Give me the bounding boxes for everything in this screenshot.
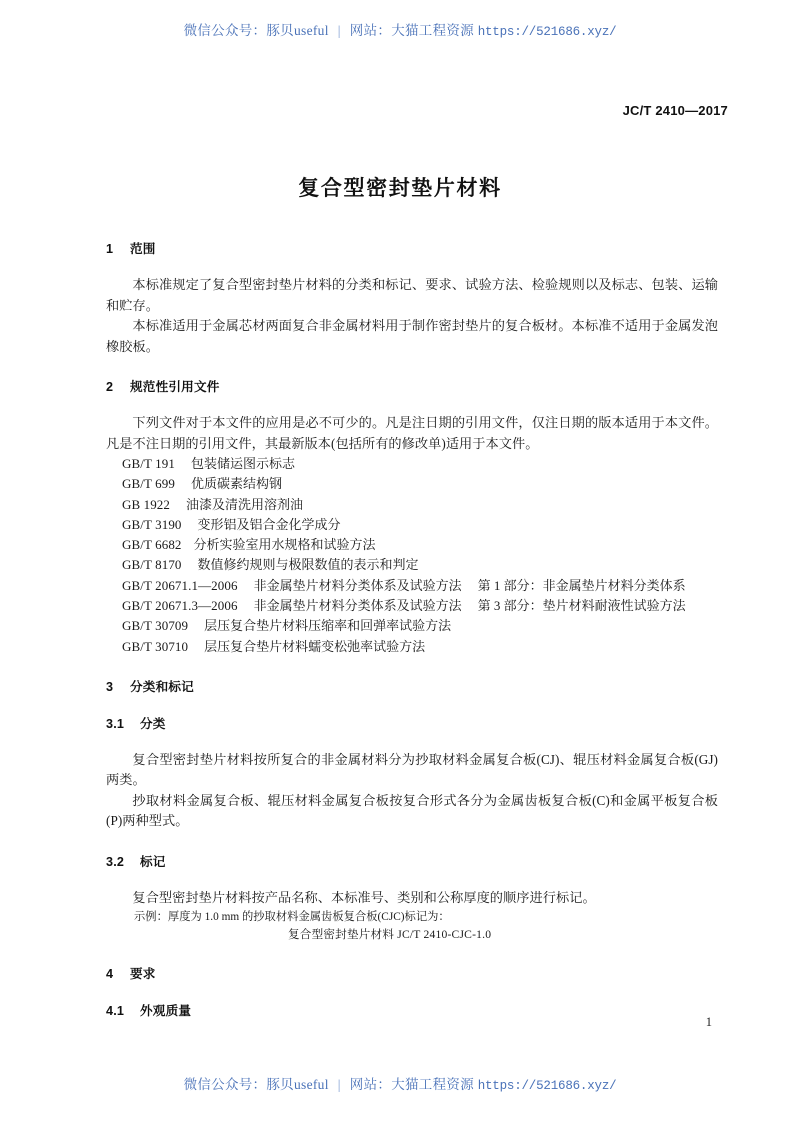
marking-example-code: 复合型密封垫片材料 JC/T 2410-CJC-1.0 (288, 928, 492, 942)
reference-code: GB/T 30709 (122, 618, 189, 634)
reference-code: GB/T 30710 (122, 638, 189, 654)
section-number-3: 3 (106, 679, 114, 694)
watermark-top (0, 19, 800, 39)
list-item (106, 454, 718, 474)
watermark-wechat-label: 微信公众号： (183, 1077, 267, 1092)
reference-code: GB 1922 (122, 496, 171, 512)
document-body (106, 238, 718, 1019)
reference-code: GB/T 20671.3—2006 (122, 598, 238, 614)
watermark-separator: | (337, 23, 341, 38)
watermark-site-value: 大猫工程资源 (391, 23, 475, 38)
watermark-wechat-value: 豚贝useful (266, 1077, 329, 1092)
reference-code: GB/T 191 (122, 456, 175, 471)
reference-name: 非金属垫片材料分类体系及试验方法 (253, 577, 462, 593)
watermark-site-label: 网站： (349, 1077, 392, 1092)
section-1-paragraph-2: 本标准适用于金属芯材两面复合非金属材料用于制作密封垫片的复合板材。本标准不适用于金属发泡橡胶板。 (106, 318, 718, 354)
list-item (106, 495, 718, 515)
reference-code: GB/T 6682 (122, 537, 182, 553)
section-heading-3 (106, 676, 718, 695)
reference-name: 油漆及清洗用溶剂油 (186, 496, 304, 512)
watermark-url: https://521686.xyz/ (477, 25, 617, 39)
page-number: 1 (705, 1015, 712, 1029)
section-heading-4 (106, 963, 718, 982)
list-item (106, 576, 718, 596)
section-1-paragraph-1: 本标准规定了复合型密封垫片材料的分类和标记、要求、试验方法、检验规则以及标志、包装、运输和贮存。 (106, 277, 718, 313)
section-title-3-2: 标记 (140, 854, 166, 869)
list-item (106, 515, 718, 535)
reference-name: 层压复合垫片材料压缩率和回弹率试验方法 (204, 618, 452, 634)
section-3-1-paragraph-2: 抄取材料金属复合板、辊压材料金属复合板按复合形式各分为金属齿板复合板(C)和金属平板复合板(P)两种型式。 (106, 792, 718, 829)
marking-example-line (106, 908, 718, 926)
list-item (106, 637, 718, 657)
section-3-2-paragraph-1: 复合型密封垫片材料按产品名称、本标准号、类别和公称厚度的顺序进行标记。 (132, 889, 596, 905)
section-number-3-2: 3.2 (106, 854, 125, 869)
section-title-4: 要求 (130, 967, 156, 982)
reference-code: GB/T 8170 (122, 557, 182, 573)
section-number-3-1: 3.1 (106, 716, 125, 731)
example-label: 示例： (134, 911, 168, 924)
watermark-site-value: 大猫工程资源 (391, 1077, 475, 1092)
reference-name: 层压复合垫片材料蠕变松弛率试验方法 (204, 638, 426, 654)
section-2-paragraph-1: 下列文件对于本文件的应用是必不可少的。凡是注日期的引用文件，仅注日期的版本适用于本文件。凡是不注日期的引用文件，其最新版本(包括所有的修改单)适用于本文件。 (106, 415, 718, 451)
section-heading-3-1 (106, 713, 718, 732)
reference-name: 非金属垫片材料分类体系及试验方法 (253, 598, 462, 614)
section-heading-1 (106, 238, 718, 257)
reference-part: 第 1 部分：非金属垫片材料分类体系 (477, 577, 686, 593)
list-item (106, 616, 718, 636)
reference-part: 第 3 部分：垫片材料耐液性试验方法 (477, 598, 686, 614)
watermark-bottom (0, 1073, 800, 1093)
watermark-wechat-value: 豚贝useful (266, 23, 329, 38)
watermark-url: https://521686.xyz/ (477, 1079, 617, 1093)
reference-name: 包装储运图示标志 (190, 456, 295, 471)
reference-name: 优质碳素结构钢 (190, 476, 282, 492)
list-item (106, 474, 718, 494)
section-heading-3-2 (106, 851, 718, 870)
section-title-2: 规范性引用文件 (130, 380, 220, 394)
reference-name: 分析实验室用水规格和试验方法 (193, 537, 376, 553)
section-title-3: 分类和标记 (130, 679, 194, 694)
section-number-4: 4 (106, 967, 114, 982)
section-3-1-paragraph-1: 复合型密封垫片材料按所复合的非金属材料分为抄取材料金属复合板(CJ)、辊压材料金属复合板(GJ)两类。 (106, 751, 718, 788)
list-item (106, 596, 718, 616)
section-number-4-1: 4.1 (106, 1004, 125, 1019)
section-title-1: 范围 (130, 242, 156, 256)
example-text: 厚度为 1.0 mm 的抄取材料金属齿板复合板(CJC)标记为： (167, 911, 450, 924)
section-number-1: 1 (106, 242, 114, 256)
section-number-2: 2 (106, 380, 114, 394)
list-item (106, 535, 718, 555)
reference-name: 变形铝及铝合金化学成分 (197, 516, 341, 532)
section-title-3-1: 分类 (140, 716, 166, 731)
reference-code: GB/T 3190 (122, 516, 182, 532)
watermark-site-label: 网站： (349, 23, 392, 38)
reference-code: GB/T 20671.1—2006 (122, 577, 238, 593)
section-heading-2 (106, 376, 718, 395)
section-title-4-1: 外观质量 (140, 1004, 192, 1019)
page-title: 复合型密封垫片材料 (298, 177, 502, 200)
list-item (106, 555, 718, 575)
standard-number: JC/T 2410—2017 (622, 103, 728, 118)
watermark-wechat-label: 微信公众号： (183, 23, 267, 38)
reference-name: 数值修约规则与极限数值的表示和判定 (197, 557, 419, 573)
normative-references-list (106, 454, 718, 657)
section-heading-4-1 (106, 1000, 718, 1019)
reference-code: GB/T 699 (122, 476, 175, 492)
watermark-separator: | (337, 1077, 341, 1092)
